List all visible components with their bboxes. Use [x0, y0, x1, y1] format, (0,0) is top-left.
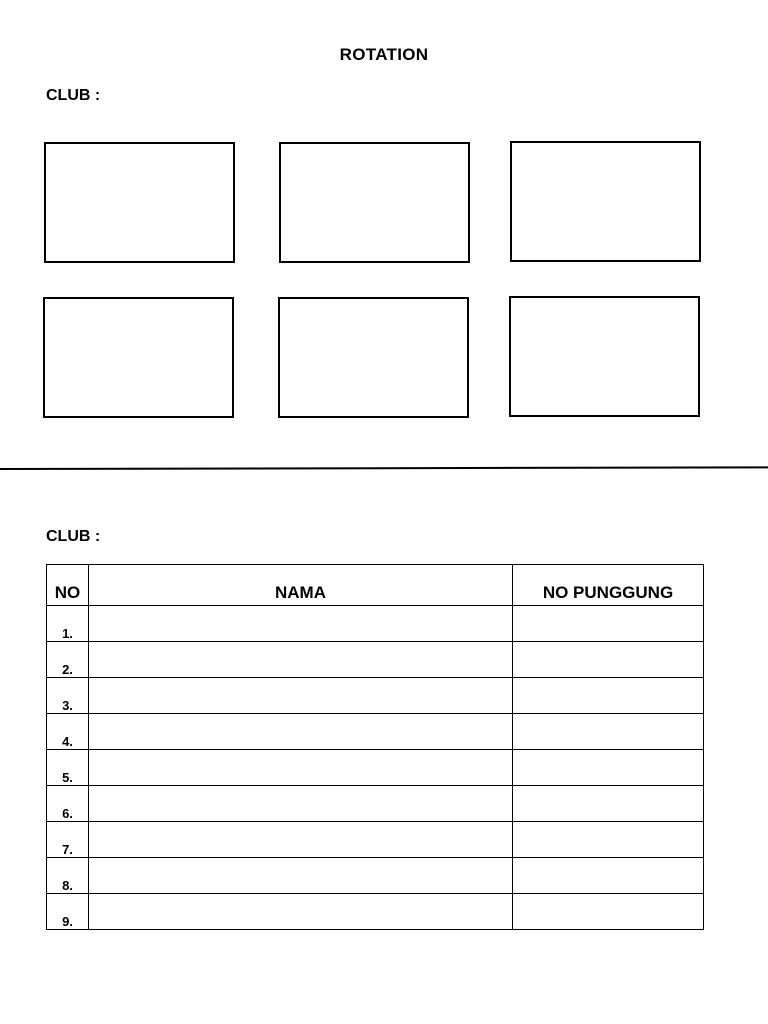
rotation-club-label: CLUB : [46, 87, 101, 104]
row-number: 4. [47, 714, 89, 750]
nama-cell[interactable] [89, 606, 513, 642]
no-punggung-cell[interactable] [513, 678, 704, 714]
table-row [47, 642, 704, 678]
header-nama: NAMA [89, 565, 513, 606]
no-punggung-cell[interactable] [513, 822, 704, 858]
rotation-position-box-5[interactable] [278, 297, 469, 418]
nama-cell[interactable] [89, 750, 513, 786]
no-punggung-cell[interactable] [513, 642, 704, 678]
row-number: 7. [47, 822, 89, 858]
row-number: 9. [47, 894, 89, 930]
row-number: 1. [47, 606, 89, 642]
table-row [47, 606, 704, 642]
no-punggung-cell[interactable] [513, 894, 704, 930]
no-punggung-cell[interactable] [513, 606, 704, 642]
roster-club-label: CLUB : [46, 528, 101, 545]
rotation-position-box-2[interactable] [279, 142, 470, 263]
rotation-position-box-1[interactable] [44, 142, 235, 263]
nama-cell[interactable] [89, 642, 513, 678]
page-title: ROTATION [339, 45, 429, 64]
nama-cell[interactable] [89, 786, 513, 822]
table-row [47, 822, 704, 858]
table-row [47, 678, 704, 714]
no-punggung-cell[interactable] [513, 858, 704, 894]
table-row [47, 714, 704, 750]
rotation-position-box-4[interactable] [43, 297, 234, 418]
header-no: NO [47, 565, 89, 606]
roster-body [47, 606, 704, 930]
roster-header-row [47, 565, 704, 606]
nama-cell[interactable] [89, 678, 513, 714]
header-no-punggung: NO PUNGGUNG [513, 565, 704, 606]
no-punggung-cell[interactable] [513, 750, 704, 786]
section-divider [0, 466, 768, 470]
row-number: 8. [47, 858, 89, 894]
nama-cell[interactable] [89, 822, 513, 858]
table-row [47, 858, 704, 894]
roster-table [46, 564, 704, 930]
rotation-position-box-3[interactable] [510, 141, 701, 262]
table-row [47, 750, 704, 786]
row-number: 3. [47, 678, 89, 714]
nama-cell[interactable] [89, 858, 513, 894]
no-punggung-cell[interactable] [513, 714, 704, 750]
nama-cell[interactable] [89, 894, 513, 930]
rotation-position-box-6[interactable] [509, 296, 700, 417]
table-row [47, 786, 704, 822]
row-number: 2. [47, 642, 89, 678]
nama-cell[interactable] [89, 714, 513, 750]
row-number: 6. [47, 786, 89, 822]
no-punggung-cell[interactable] [513, 786, 704, 822]
table-row [47, 894, 704, 930]
row-number: 5. [47, 750, 89, 786]
